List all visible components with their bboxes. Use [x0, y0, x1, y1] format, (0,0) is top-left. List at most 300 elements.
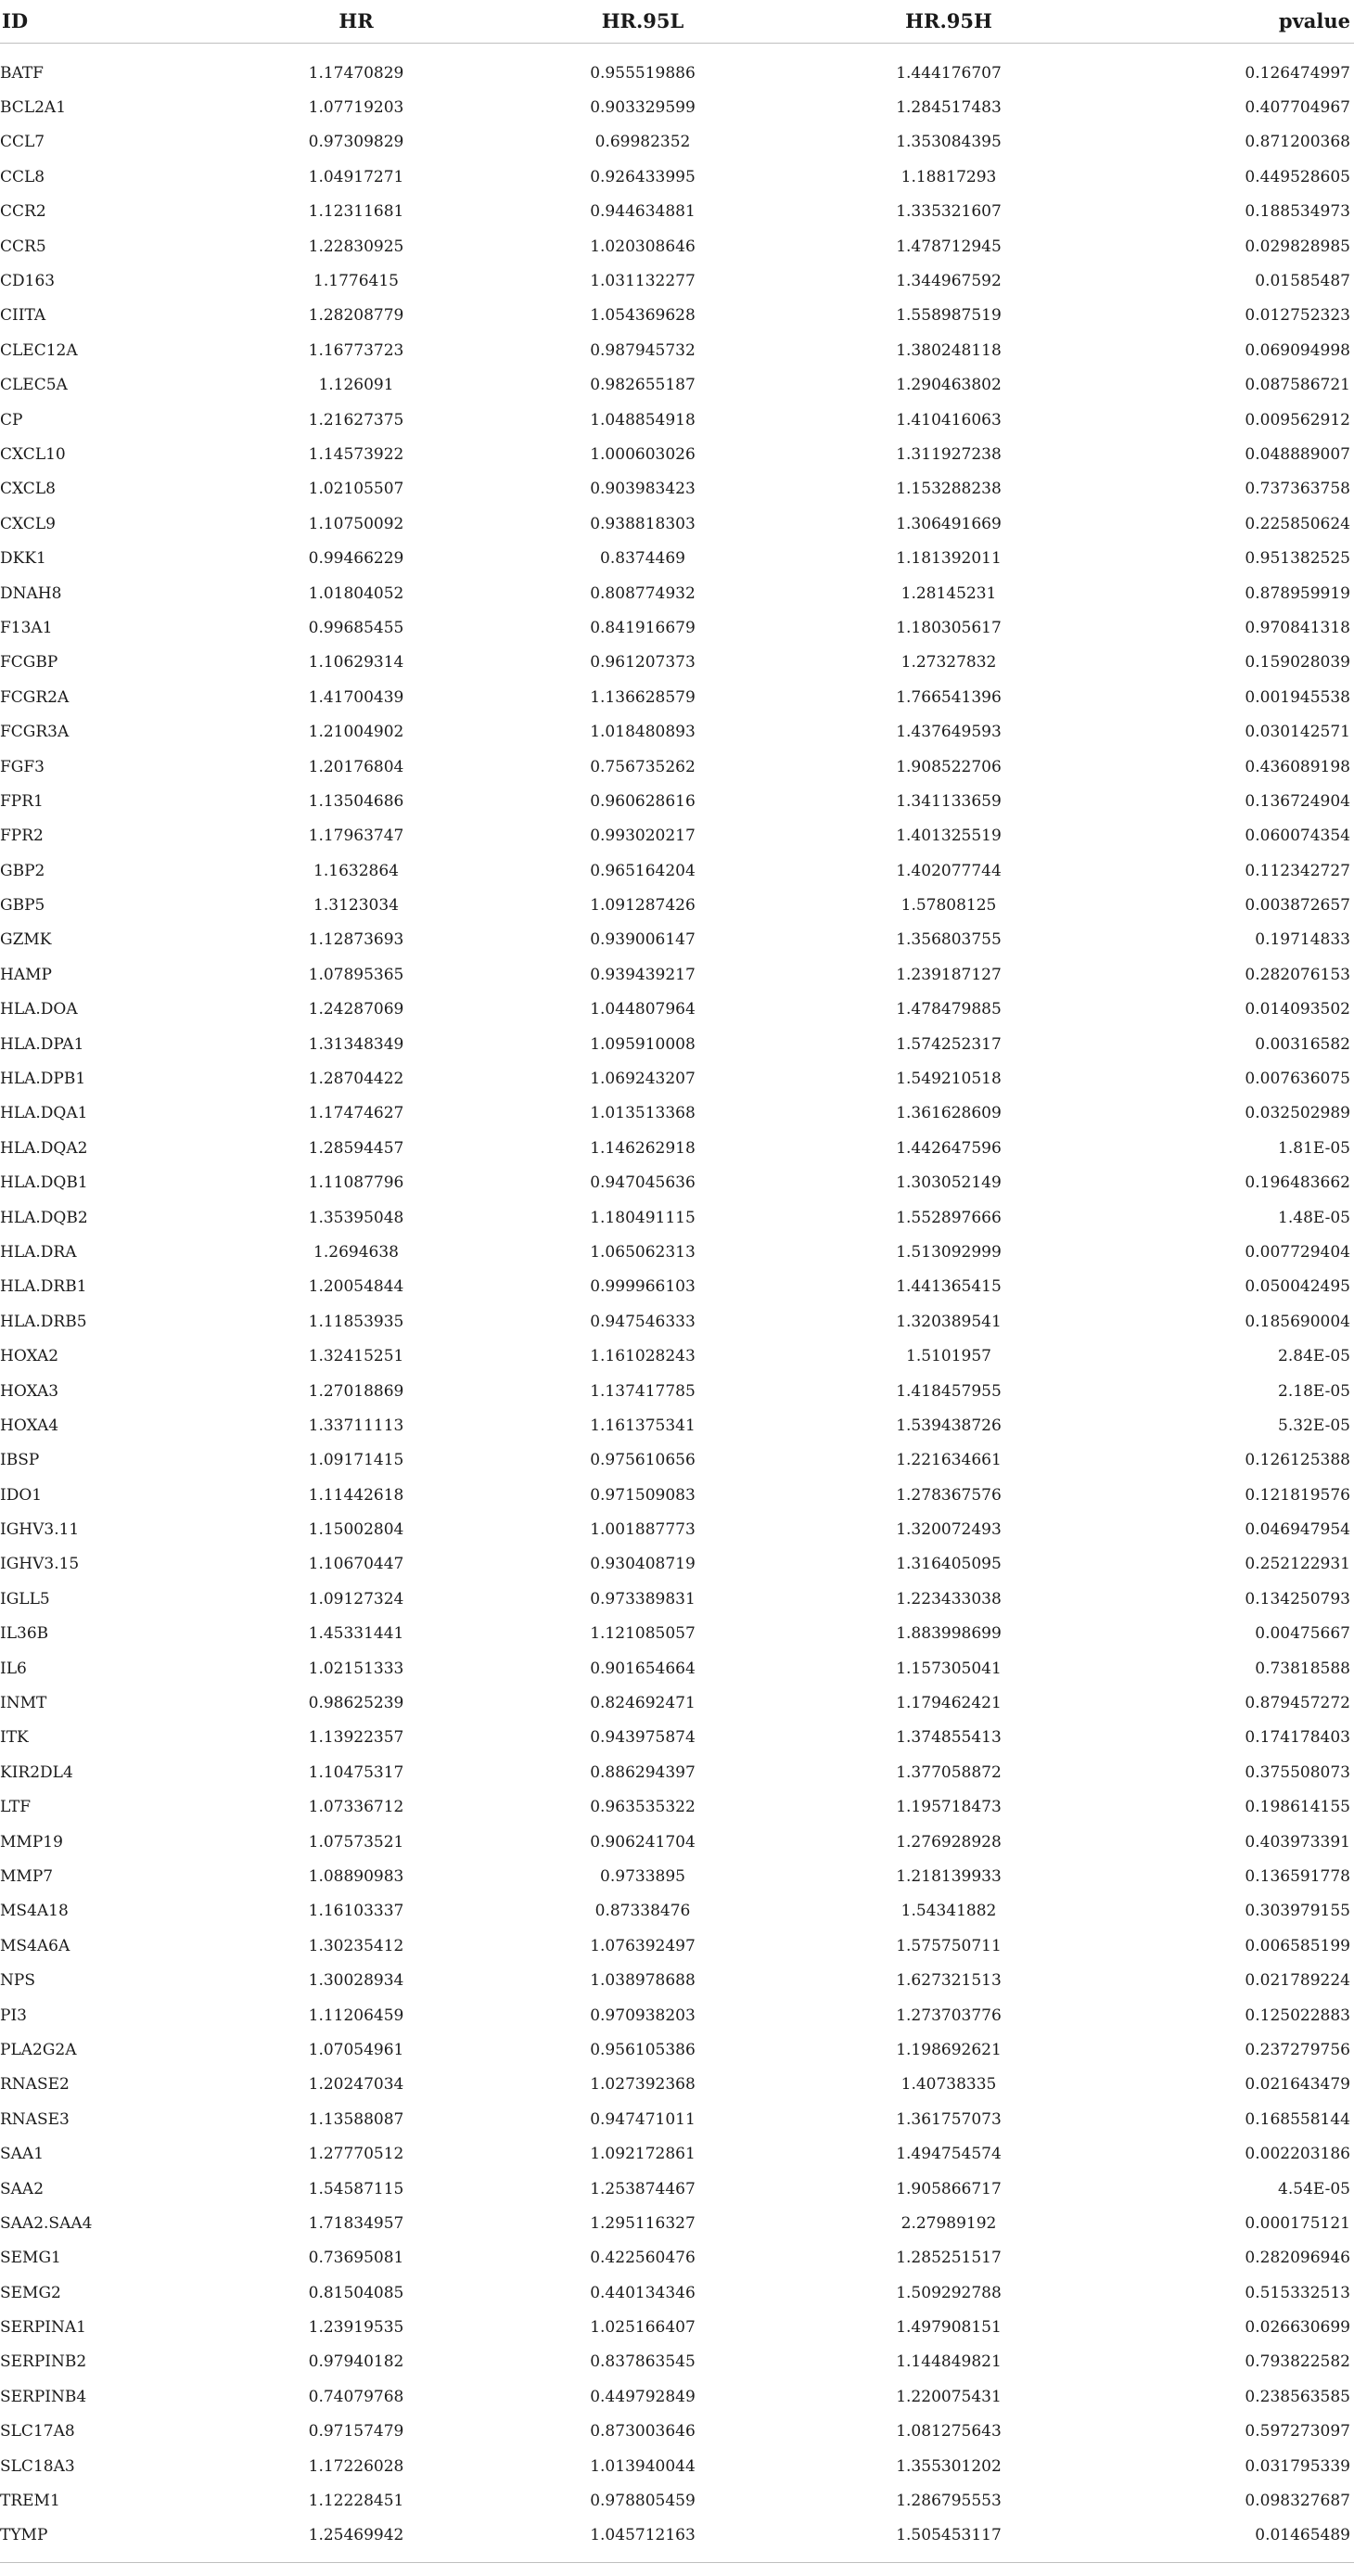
cell-hr: 1.07573521	[308, 1832, 404, 1852]
cell-hr: 1.10670447	[308, 1555, 404, 1574]
cell-pvalue: 0.878959919	[1245, 583, 1350, 603]
cell-pvalue: 0.112342727	[1245, 861, 1350, 880]
cell-pvalue: 0.009562912	[1245, 410, 1350, 429]
cell-hr-95h: 1.286795553	[896, 2492, 1002, 2511]
cell-pvalue: 0.970841318	[1245, 618, 1350, 637]
header-pvalue: pvalue	[1278, 9, 1350, 32]
table-row	[0, 2415, 1354, 2449]
cell-pvalue: 0.134250793	[1245, 1589, 1350, 1608]
table-row	[0, 333, 1354, 367]
cell-pvalue: 0.168558144	[1245, 2109, 1350, 2129]
cell-pvalue: 0.021643479	[1245, 2075, 1350, 2095]
cell-pvalue: 0.007636075	[1245, 1070, 1350, 1089]
cell-pvalue: 0.185690004	[1245, 1312, 1350, 1331]
cell-hr: 1.17963747	[308, 827, 404, 846]
cell-hr-95h: 1.905866717	[896, 2179, 1002, 2198]
cell-hr-95l: 1.161028243	[590, 1347, 696, 1366]
cell-id: IL36B	[0, 1624, 49, 1644]
cell-pvalue: 0.125022883	[1245, 2006, 1350, 2025]
table-row	[0, 1825, 1354, 1859]
cell-hr-95h: 1.220075431	[896, 2387, 1002, 2406]
cell-hr-95h: 1.316405095	[896, 1555, 1002, 1574]
cell-hr: 1.32415251	[308, 1347, 404, 1366]
cell-hr-95l: 0.947546333	[590, 1312, 696, 1331]
cell-hr: 1.13588087	[308, 2109, 404, 2129]
cell-hr: 1.24287069	[308, 1000, 404, 1019]
cell-id: FCGBP	[0, 653, 58, 673]
table-row	[0, 888, 1354, 922]
cell-pvalue: 2.18E-05	[1278, 1381, 1350, 1401]
table-row	[0, 1582, 1354, 1616]
cell-hr-95h: 1.153288238	[896, 480, 1002, 499]
cell-hr: 1.25469942	[308, 2526, 404, 2545]
cell-hr: 1.02151333	[308, 1659, 404, 1678]
cell-hr-95h: 1.223433038	[896, 1589, 1002, 1608]
cell-id: IGHV3.11	[0, 1520, 80, 1540]
cell-hr-95l: 0.970938203	[590, 2006, 696, 2025]
table-row	[0, 993, 1354, 1027]
cell-hr-95h: 1.353084395	[896, 133, 1002, 152]
table-row	[0, 1235, 1354, 1269]
cell-id: IL6	[0, 1659, 27, 1678]
cell-pvalue: 0.00316582	[1255, 1034, 1350, 1054]
cell-hr-95h: 1.157305041	[896, 1659, 1002, 1678]
cell-hr-95h: 1.766541396	[896, 687, 1002, 707]
table-row	[0, 2310, 1354, 2344]
cell-hr-95h: 1.627321513	[896, 1971, 1002, 1991]
cell-hr: 1.28704422	[308, 1070, 404, 1089]
table-row	[0, 1929, 1354, 1963]
cell-hr-95h: 1.442647596	[896, 1138, 1002, 1158]
cell-hr-95h: 1.513092999	[896, 1242, 1002, 1262]
cell-hr: 1.33711113	[308, 1416, 404, 1435]
table-row	[0, 853, 1354, 888]
table-row	[0, 680, 1354, 714]
cell-hr-95h: 1.509292788	[896, 2283, 1002, 2302]
table-row	[0, 576, 1354, 610]
cell-id: FCGR3A	[0, 723, 70, 742]
cell-pvalue: 2.84E-05	[1278, 1347, 1350, 1366]
cell-pvalue: 0.050042495	[1245, 1277, 1350, 1297]
cell-pvalue: 0.793822582	[1245, 2352, 1350, 2372]
cell-hr: 1.12311681	[308, 202, 404, 222]
cell-hr-95l: 0.999966103	[590, 1277, 696, 1297]
cell-pvalue: 0.597273097	[1245, 2422, 1350, 2441]
cell-hr: 1.45331441	[308, 1624, 404, 1644]
table-row	[0, 923, 1354, 957]
cell-hr: 1.08890983	[308, 1867, 404, 1886]
cell-hr: 1.1776415	[313, 272, 399, 291]
cell-hr: 1.07336712	[308, 1798, 404, 1817]
cell-hr: 1.71834957	[308, 2213, 404, 2233]
cell-hr-95l: 1.065062313	[590, 1242, 696, 1262]
cell-id: CCL7	[0, 133, 45, 152]
cell-hr-95h: 2.27989192	[901, 2213, 997, 2233]
cell-id: HOXA3	[0, 1381, 59, 1401]
cell-hr-95l: 0.943975874	[590, 1728, 696, 1748]
table-row	[0, 1061, 1354, 1096]
table-row	[0, 610, 1354, 645]
cell-hr: 1.35395048	[308, 1208, 404, 1227]
cell-hr-95h: 1.410416063	[896, 410, 1002, 429]
cell-hr-95l: 0.993020217	[590, 827, 696, 846]
cell-hr: 1.2694638	[313, 1242, 399, 1262]
cell-pvalue: 0.252122931	[1245, 1555, 1350, 1574]
cell-hr: 1.07895365	[308, 965, 404, 984]
cell-pvalue: 0.871200368	[1245, 133, 1350, 152]
cell-hr-95l: 0.69982352	[594, 133, 691, 152]
cell-id: CP	[0, 410, 23, 429]
cell-hr: 1.23919535	[308, 2318, 404, 2338]
cell-hr-95l: 0.938818303	[590, 514, 696, 533]
cell-id: DNAH8	[0, 583, 62, 603]
table-row	[0, 1374, 1354, 1408]
cell-hr: 0.81504085	[308, 2283, 404, 2302]
cell-hr: 1.41700439	[308, 687, 404, 707]
cell-hr-95h: 1.361757073	[896, 2109, 1002, 2129]
cell-hr-95h: 1.179462421	[896, 1694, 1002, 1713]
cell-hr-95l: 0.8374469	[600, 549, 685, 569]
cell-hr: 0.99685455	[308, 618, 404, 637]
cell-hr-95l: 0.926433995	[590, 167, 696, 186]
cell-id: SAA2.SAA4	[0, 2213, 93, 2233]
cell-hr: 1.16773723	[308, 340, 404, 360]
cell-pvalue: 0.436089198	[1245, 757, 1350, 776]
table-header	[0, 0, 1354, 44]
cell-id: HLA.DRB1	[0, 1277, 87, 1297]
cell-id: SAA2	[0, 2179, 45, 2198]
cell-hr: 1.27770512	[308, 2145, 404, 2164]
cell-hr-95l: 1.013513368	[590, 1104, 696, 1123]
cell-hr-95l: 1.092172861	[590, 2145, 696, 2164]
cell-pvalue: 0.046947954	[1245, 1520, 1350, 1540]
cell-hr-95l: 1.161375341	[590, 1416, 696, 1435]
cell-id: HLA.DQA1	[0, 1104, 88, 1123]
cell-id: HLA.DPA1	[0, 1034, 84, 1054]
cell-pvalue: 0.879457272	[1245, 1694, 1350, 1713]
cell-id: MMP19	[0, 1832, 63, 1852]
cell-hr: 1.09171415	[308, 1451, 404, 1470]
cell-hr-95h: 1.341133659	[896, 791, 1002, 811]
table-row	[0, 1339, 1354, 1373]
cell-hr-95h: 1.494754574	[896, 2145, 1002, 2164]
cell-hr: 1.28594457	[308, 1138, 404, 1158]
cell-hr: 0.98625239	[308, 1694, 404, 1713]
cell-hr: 1.12873693	[308, 930, 404, 950]
table-row	[0, 1790, 1354, 1825]
cell-hr-95h: 1.18817293	[901, 167, 997, 186]
table-row	[0, 195, 1354, 229]
cell-pvalue: 0.087586721	[1245, 376, 1350, 395]
table-row	[0, 2483, 1354, 2518]
cell-hr-95h: 1.221634661	[896, 1451, 1002, 1470]
cell-hr-95l: 1.018480893	[590, 723, 696, 742]
cell-hr-95h: 1.284517483	[896, 98, 1002, 118]
cell-hr-95l: 0.837863545	[590, 2352, 696, 2372]
cell-id: SERPINB2	[0, 2352, 87, 2372]
cell-hr-95h: 1.505453117	[896, 2526, 1002, 2545]
cell-hr-95l: 0.87338476	[594, 1902, 691, 1921]
cell-hr-95h: 1.320072493	[896, 1520, 1002, 1540]
cell-hr-95l: 1.054369628	[590, 306, 696, 326]
cell-hr: 1.13922357	[308, 1728, 404, 1748]
table-row	[0, 2518, 1354, 2553]
cell-id: SEMG1	[0, 2249, 61, 2268]
cell-hr-95l: 0.963535322	[590, 1798, 696, 1817]
cell-hr: 1.30028934	[308, 1971, 404, 1991]
cell-hr-95l: 0.987945732	[590, 340, 696, 360]
table-row	[0, 437, 1354, 471]
cell-hr: 1.22830925	[308, 237, 404, 256]
table-row	[0, 2032, 1354, 2067]
cell-pvalue: 0.098327687	[1245, 2492, 1350, 2511]
cell-id: HAMP	[0, 965, 52, 984]
cell-pvalue: 0.282096946	[1245, 2249, 1350, 2268]
table-row	[0, 1270, 1354, 1304]
cell-pvalue: 0.01465489	[1255, 2526, 1350, 2545]
cell-pvalue: 0.403973391	[1245, 1832, 1350, 1852]
cell-hr-95h: 1.5101957	[906, 1347, 991, 1366]
cell-id: HLA.DOA	[0, 1000, 78, 1019]
table-row	[0, 90, 1354, 124]
header-hr-95l: HR.95L	[601, 9, 684, 32]
cell-pvalue: 0.136724904	[1245, 791, 1350, 811]
cell-id: DKK1	[0, 549, 46, 569]
table-row	[0, 368, 1354, 403]
cell-hr-95h: 1.239187127	[896, 965, 1002, 984]
cell-hr-95l: 0.955519886	[590, 63, 696, 83]
cell-pvalue: 0.237279756	[1245, 2040, 1350, 2059]
cell-hr-95l: 0.944634881	[590, 202, 696, 222]
cell-pvalue: 0.001945538	[1245, 687, 1350, 707]
cell-hr-95h: 1.285251517	[896, 2249, 1002, 2268]
table-row	[0, 1859, 1354, 1893]
cell-hr-95h: 1.497908151	[896, 2318, 1002, 2338]
cell-hr: 1.17226028	[308, 2456, 404, 2476]
cell-hr-95l: 0.873003646	[590, 2422, 696, 2441]
cell-id: CXCL10	[0, 444, 66, 464]
cell-pvalue: 0.303979155	[1245, 1902, 1350, 1921]
table-row	[0, 2345, 1354, 2379]
table-row	[0, 646, 1354, 680]
table-row	[0, 160, 1354, 194]
cell-id: PLA2G2A	[0, 2040, 77, 2059]
cell-hr-95h: 1.883998699	[896, 1624, 1002, 1644]
cell-hr-95h: 1.180305617	[896, 618, 1002, 637]
cell-pvalue: 0.000175121	[1245, 2213, 1350, 2233]
cell-id: RNASE2	[0, 2075, 70, 2095]
cell-hr: 0.97309829	[308, 133, 404, 152]
cell-id: TREM1	[0, 2492, 60, 2511]
cell-hr-95h: 1.273703776	[896, 2006, 1002, 2025]
cell-hr-95h: 1.355301202	[896, 2456, 1002, 2476]
table-row	[0, 1096, 1354, 1131]
cell-hr-95l: 1.295116327	[590, 2213, 696, 2233]
cell-id: LTF	[0, 1798, 32, 1817]
cell-hr-95h: 1.54341882	[901, 1902, 997, 1921]
cell-hr-95h: 1.558987519	[896, 306, 1002, 326]
cell-id: HLA.DQB2	[0, 1208, 88, 1227]
cell-hr-95l: 0.971509083	[590, 1485, 696, 1505]
cell-hr-95l: 0.422560476	[590, 2249, 696, 2268]
cell-hr-95h: 1.081275643	[896, 2422, 1002, 2441]
cell-id: HLA.DQA2	[0, 1138, 88, 1158]
cell-hr: 1.21004902	[308, 723, 404, 742]
cell-hr-95l: 0.449792849	[590, 2387, 696, 2406]
table-row	[0, 2136, 1354, 2171]
cell-hr-95l: 0.975610656	[590, 1451, 696, 1470]
cell-id: HOXA4	[0, 1416, 59, 1435]
cell-id: MS4A18	[0, 1902, 69, 1921]
cell-hr-95l: 1.027392368	[590, 2075, 696, 2095]
cell-id: SERPINB4	[0, 2387, 87, 2406]
cell-id: CXCL8	[0, 480, 56, 499]
cell-hr: 1.09127324	[308, 1589, 404, 1608]
cell-hr: 1.20054844	[308, 1277, 404, 1297]
cell-hr: 0.74079768	[308, 2387, 404, 2406]
cell-pvalue: 0.048889007	[1245, 444, 1350, 464]
cell-hr-95h: 1.401325519	[896, 827, 1002, 846]
cell-pvalue: 0.002203186	[1245, 2145, 1350, 2164]
cell-hr-95l: 0.808774932	[590, 583, 696, 603]
cell-id: INMT	[0, 1694, 47, 1713]
table-row	[0, 1963, 1354, 1997]
cell-id: IBSP	[0, 1451, 40, 1470]
cell-pvalue: 0.126474997	[1245, 63, 1350, 83]
cell-hr: 1.16103337	[308, 1902, 404, 1921]
cell-pvalue: 0.029828985	[1245, 237, 1350, 256]
cell-id: GBP5	[0, 896, 45, 916]
table-row	[0, 1894, 1354, 1929]
cell-pvalue: 0.282076153	[1245, 965, 1350, 984]
cell-id: BCL2A1	[0, 98, 67, 118]
cell-id: SERPINA1	[0, 2318, 86, 2338]
cell-hr-95l: 1.095910008	[590, 1034, 696, 1054]
cell-hr-95l: 1.044807964	[590, 1000, 696, 1019]
cell-hr: 1.11206459	[308, 2006, 404, 2025]
table-row	[0, 1443, 1354, 1478]
cell-id: HOXA2	[0, 1347, 59, 1366]
cell-id: NPS	[0, 1971, 35, 1991]
cell-pvalue: 0.006585199	[1245, 1936, 1350, 1955]
table-row	[0, 819, 1354, 853]
cell-pvalue: 0.225850624	[1245, 514, 1350, 533]
cell-hr-95l: 0.903329599	[590, 98, 696, 118]
header-hr-95h: HR.95H	[905, 9, 992, 32]
cell-id: GZMK	[0, 930, 52, 950]
table-row	[0, 1200, 1354, 1235]
cell-hr-95h: 1.320389541	[896, 1312, 1002, 1331]
cell-hr: 1.11442618	[308, 1485, 404, 1505]
cell-hr-95h: 1.144849821	[896, 2352, 1002, 2372]
cell-hr-95h: 1.181392011	[896, 549, 1002, 569]
table-row	[0, 541, 1354, 575]
cell-hr-95h: 1.303052149	[896, 1173, 1002, 1193]
cell-id: KIR2DL4	[0, 1762, 73, 1782]
cell-pvalue: 1.81E-05	[1278, 1138, 1350, 1158]
cell-hr: 1.1632864	[313, 861, 399, 880]
cell-id: HLA.DRA	[0, 1242, 77, 1262]
cell-hr-95l: 0.756735262	[590, 757, 696, 776]
cell-pvalue: 0.407704967	[1245, 98, 1350, 118]
cell-id: IGHV3.15	[0, 1555, 80, 1574]
cell-hr: 1.126091	[318, 376, 394, 395]
cell-hr: 1.11087796	[308, 1173, 404, 1193]
cell-pvalue: 0.174178403	[1245, 1728, 1350, 1748]
cell-hr-95h: 1.356803755	[896, 930, 1002, 950]
cell-hr: 1.04917271	[308, 167, 404, 186]
cell-pvalue: 0.014093502	[1245, 1000, 1350, 1019]
cell-hr-95h: 1.478712945	[896, 237, 1002, 256]
cell-hr: 1.07054961	[308, 2040, 404, 2059]
table-row	[0, 1131, 1354, 1165]
cell-pvalue: 0.238563585	[1245, 2387, 1350, 2406]
table-row	[0, 125, 1354, 160]
cell-hr-95h: 1.361628609	[896, 1104, 1002, 1123]
cell-hr-95h: 1.377058872	[896, 1762, 1002, 1782]
cell-pvalue: 0.00475667	[1255, 1624, 1350, 1644]
cell-hr-95h: 1.198692621	[896, 2040, 1002, 2059]
table-row	[0, 2068, 1354, 2102]
cell-id: FPR2	[0, 827, 44, 846]
cell-hr-95h: 1.335321607	[896, 202, 1002, 222]
cell-hr-95h: 1.344967592	[896, 272, 1002, 291]
cell-hr-95l: 1.025166407	[590, 2318, 696, 2338]
cell-pvalue: 5.32E-05	[1278, 1416, 1350, 1435]
cell-hr-95l: 0.841916679	[590, 618, 696, 637]
table-row	[0, 229, 1354, 263]
cell-hr-95l: 0.903983423	[590, 480, 696, 499]
table-row	[0, 1651, 1354, 1685]
table-row	[0, 1721, 1354, 1755]
cell-hr: 1.54587115	[308, 2179, 404, 2198]
table-row	[0, 1755, 1354, 1789]
cell-hr: 1.07719203	[308, 98, 404, 118]
cell-hr: 1.10475317	[308, 1762, 404, 1782]
cell-hr-95h: 1.418457955	[896, 1381, 1002, 1401]
cell-id: FPR1	[0, 791, 44, 811]
cell-hr-95h: 1.290463802	[896, 376, 1002, 395]
cell-pvalue: 0.021789224	[1245, 1971, 1350, 1991]
cell-pvalue: 0.375508073	[1245, 1762, 1350, 1782]
table-row	[0, 2379, 1354, 2414]
cell-id: SEMG2	[0, 2283, 61, 2302]
cell-hr: 1.20247034	[308, 2075, 404, 2095]
cell-hr-95l: 0.9733895	[600, 1867, 685, 1886]
cell-pvalue: 1.48E-05	[1278, 1208, 1350, 1227]
cell-hr-95l: 0.973389831	[590, 1589, 696, 1608]
cell-hr-95l: 0.947471011	[590, 2109, 696, 2129]
cell-pvalue: 0.449528605	[1245, 167, 1350, 186]
table-row	[0, 2449, 1354, 2483]
cell-hr-95l: 1.020308646	[590, 237, 696, 256]
table-row	[0, 56, 1354, 90]
cell-hr-95l: 1.048854918	[590, 410, 696, 429]
table-row	[0, 1408, 1354, 1442]
cell-hr-95l: 0.901654664	[590, 1659, 696, 1678]
cell-id: IDO1	[0, 1485, 43, 1505]
cell-hr-95l: 1.038978688	[590, 1971, 696, 1991]
cell-id: F13A1	[0, 618, 53, 637]
table-row	[0, 1617, 1354, 1651]
cell-id: MS4A6A	[0, 1936, 70, 1955]
cell-pvalue: 0.026630699	[1245, 2318, 1350, 2338]
table-row	[0, 1166, 1354, 1200]
cell-hr-95h: 1.195718473	[896, 1798, 1002, 1817]
cell-id: CLEC5A	[0, 376, 68, 395]
cell-id: MMP7	[0, 1867, 54, 1886]
cell-id: CD163	[0, 272, 56, 291]
